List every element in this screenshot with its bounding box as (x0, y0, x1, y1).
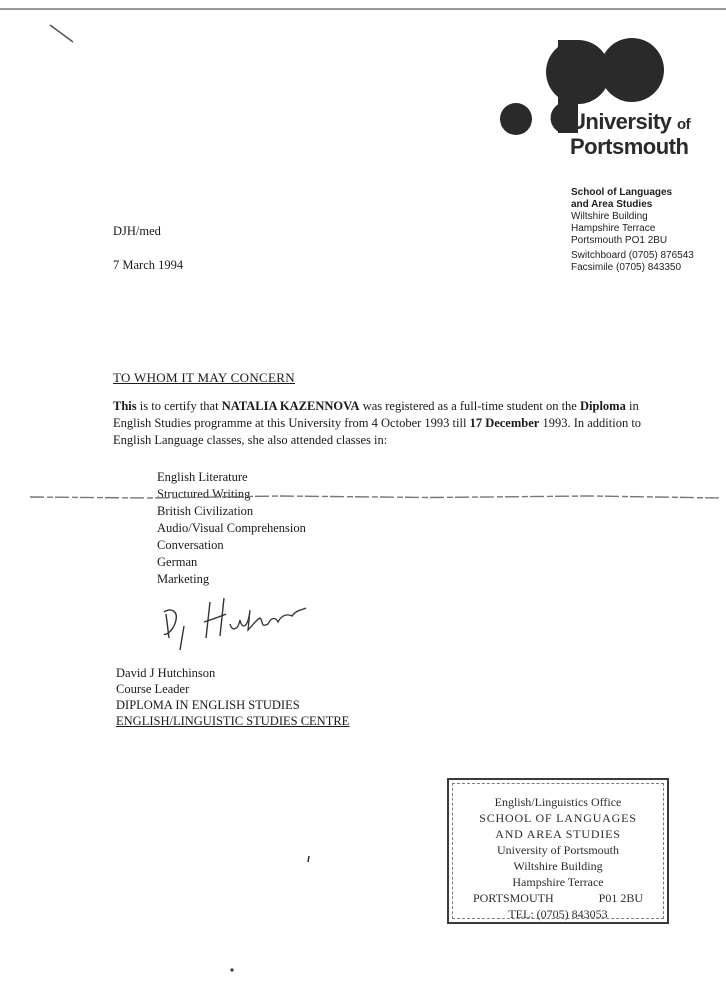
handwritten-signature (160, 590, 320, 655)
logo-university: University (570, 109, 672, 134)
switchboard-number: Switchboard (0705) 876543 (571, 250, 694, 261)
subject-list (157, 469, 306, 588)
stamp-line-area: AND AREA STUDIES (495, 827, 621, 841)
stamp-city: PORTSMOUTH (473, 891, 554, 905)
body-text-3: in English Studies programme at this University from 4 October 1993 till (113, 399, 639, 430)
stamp-telephone: TEL: (0705) 843053 (508, 907, 608, 921)
body-text-4: 1993. In addition to English Language classes, she also attended classes in: (113, 416, 642, 447)
stamp-line-building: Wiltshire Building (513, 859, 603, 873)
office-stamp (447, 778, 669, 924)
logo-of: of (677, 116, 691, 133)
university-wordmark (570, 111, 690, 158)
scan-speck (305, 855, 313, 865)
student-name: NATALIA KAZENNOVA (221, 399, 360, 413)
scan-speck (228, 966, 236, 974)
body-this: This (113, 399, 137, 413)
list-item: British Civilization (157, 504, 254, 518)
signatory-centre: ENGLISH/LINGUISTIC STUDIES CENTRE (116, 714, 350, 728)
body-text-1: is to certify that (136, 399, 222, 413)
stamp-line-office: English/Linguistics Office (494, 795, 622, 809)
reference-code: DJH/med (113, 224, 161, 238)
address-building: Wiltshire Building (571, 211, 648, 222)
signatory-name: David J Hutchinson (116, 666, 216, 680)
logo-portsmouth: Portsmouth (570, 134, 689, 159)
stamp-inner-border (452, 783, 664, 919)
address-city: Portsmouth PO1 2BU (571, 235, 668, 246)
letter-heading: TO WHOM IT MAY CONCERN (113, 370, 295, 385)
list-item: German (157, 555, 198, 569)
address-street: Hampshire Terrace (571, 223, 656, 234)
body-diploma: Diploma (580, 399, 626, 413)
signatory-programme: DIPLOMA IN ENGLISH STUDIES (116, 698, 300, 712)
scan-mark (45, 20, 85, 50)
school-name-2: and Area Studies (571, 199, 653, 210)
university-logo (498, 36, 698, 159)
list-item: Audio/Visual Comprehension (157, 521, 306, 535)
facsimile-number: Facsimile (0705) 843350 (571, 262, 682, 273)
fold-crease (30, 494, 720, 500)
list-item: Conversation (157, 538, 224, 552)
letter-body (113, 398, 673, 449)
stamp-line-street: Hampshire Terrace (512, 875, 604, 889)
school-name-1: School of Languages (571, 187, 673, 198)
letter-date: 7 March 1994 (113, 258, 184, 272)
list-item: English Literature (157, 470, 248, 484)
stamp-line-university: University of Portsmouth (497, 843, 619, 857)
stamp-line-school: SCHOOL OF LANGUAGES (479, 811, 637, 825)
list-item: Marketing (157, 572, 210, 586)
page-top-edge (0, 8, 726, 10)
stamp-line-city-row (453, 890, 663, 906)
letterhead-address (571, 187, 694, 274)
body-text-2: was registered as a full-time student on the (359, 399, 580, 413)
signatory-role: Course Leader (116, 682, 190, 696)
end-date: 17 December (469, 416, 540, 430)
signoff-block (116, 665, 349, 729)
stamp-postcode: P01 2BU (598, 891, 643, 905)
list-item: Structured Writing (157, 487, 251, 501)
